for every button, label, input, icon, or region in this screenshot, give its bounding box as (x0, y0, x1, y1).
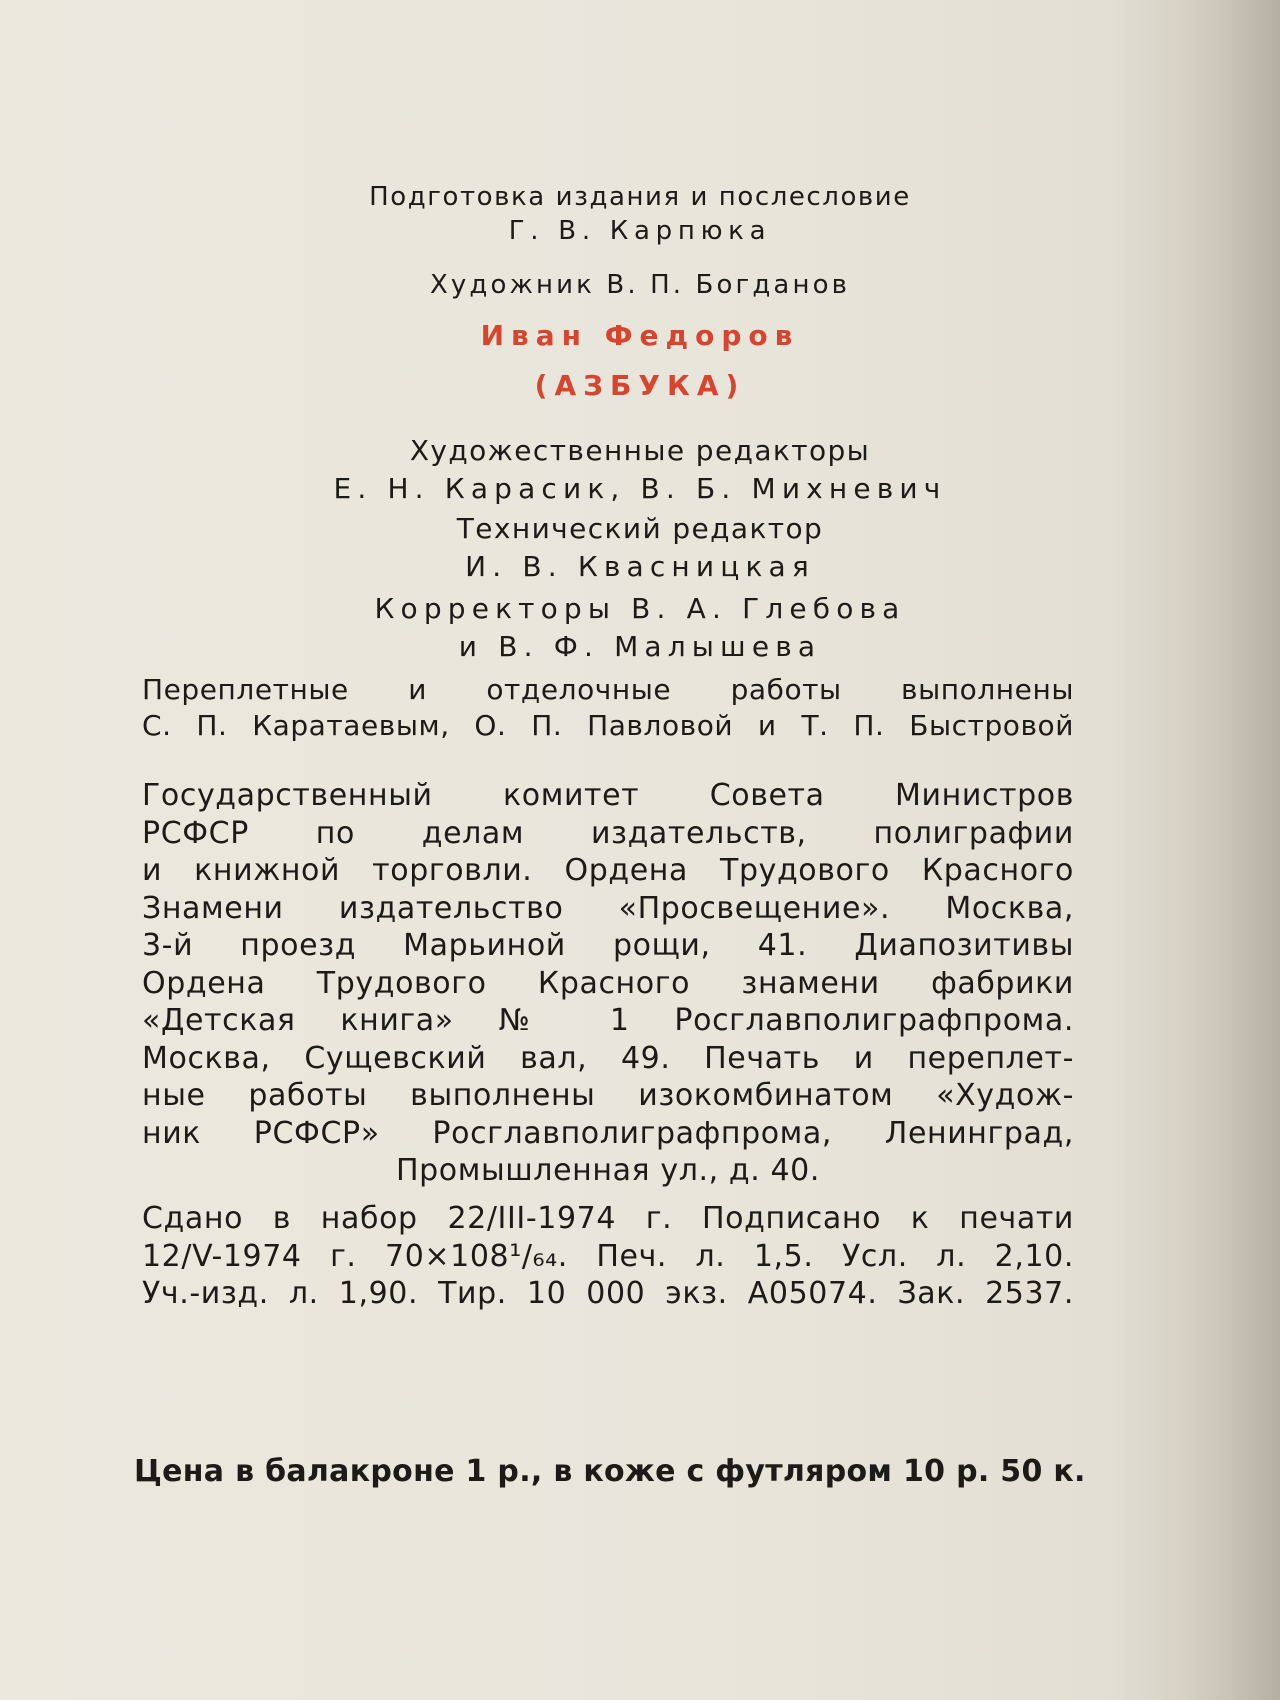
book-author: Иван Федоров (480, 319, 800, 352)
page-edge-shadow (1185, 0, 1280, 1700)
correctors-line-1: Корректоры В. А. Глебова (374, 592, 906, 625)
print-details-line: Сдано в набор 22/III-1974 г. Подписано к печати (142, 1201, 1074, 1236)
technical-editor-label: Технический редактор (456, 512, 824, 545)
imprint-line: РСФСР по делам издательств, полиграфии (142, 815, 1074, 851)
artist-credit: Художник В. П. Богданов (429, 270, 851, 300)
imprint-line: «Детская книга» № 1 Росглавполиграфпрома. (142, 1003, 1074, 1038)
book-title: (АЗБУКА) (534, 369, 746, 402)
imprint-line: 3-й проезд Марьиной рощи, 41. Диапозитивы (142, 928, 1074, 963)
correctors-line-2: и В. Ф. Малышева (458, 630, 822, 663)
imprint-line: Государственный комитет Совета Министров (142, 778, 1074, 813)
print-details-line: Уч.-изд. л. 1,90. Тир. 10 000 экз. А05074. Зак. 2537. (142, 1276, 1074, 1311)
price-line: Цена в балакроне 1 р., в коже с футляром 10 р. 50 к. (134, 1454, 1086, 1489)
imprint-line: ник РСФСР» Росглавполиграфпрома, Ленинград, (142, 1115, 1074, 1151)
imprint-line: и книжной торговли. Ордена Трудового Красного (142, 853, 1074, 888)
technical-editor-name: И. В. Квасницкая (465, 550, 815, 583)
imprint-line: Москва, Сущевский вал, 49. Печать и переплет- (142, 1040, 1074, 1076)
print-details-line: 12/V-1974 г. 70×108¹/₆₄. Печ. л. 1,5. Усл. л. 2,10. (142, 1238, 1074, 1274)
art-editors-names: Е. Н. Карасик, В. Б. Михневич (333, 472, 947, 505)
imprint-last-line: Промышленная ул., д. 40. (395, 1153, 820, 1188)
technical-editor (0, 510, 1280, 586)
correctors (0, 590, 1280, 666)
binding-line-1: Переплетные и отделочные работы выполнены (142, 673, 1074, 706)
preparation-credit (0, 180, 1280, 248)
art-editors-label: Художественные редакторы (409, 434, 871, 467)
preparation-name: Г. В. Карпюка (508, 216, 772, 246)
art-editors (0, 432, 1280, 508)
publisher-imprint (142, 777, 1074, 1190)
binding-credit (142, 672, 1074, 744)
imprint-line: Ордена Трудового Красного знамени фабрики (142, 965, 1074, 1001)
preparation-label: Подготовка издания и послесловие (369, 182, 911, 212)
binding-line-2: С. П. Каратаевым, О. П. Павловой и Т. П. Быстровой (142, 709, 1074, 742)
print-details (142, 1200, 1074, 1313)
imprint-line: ные работы выполнены изокомбинатом «Худож- (142, 1078, 1074, 1113)
imprint-line: Знамени издательство «Просвещение». Москва, (142, 890, 1074, 926)
